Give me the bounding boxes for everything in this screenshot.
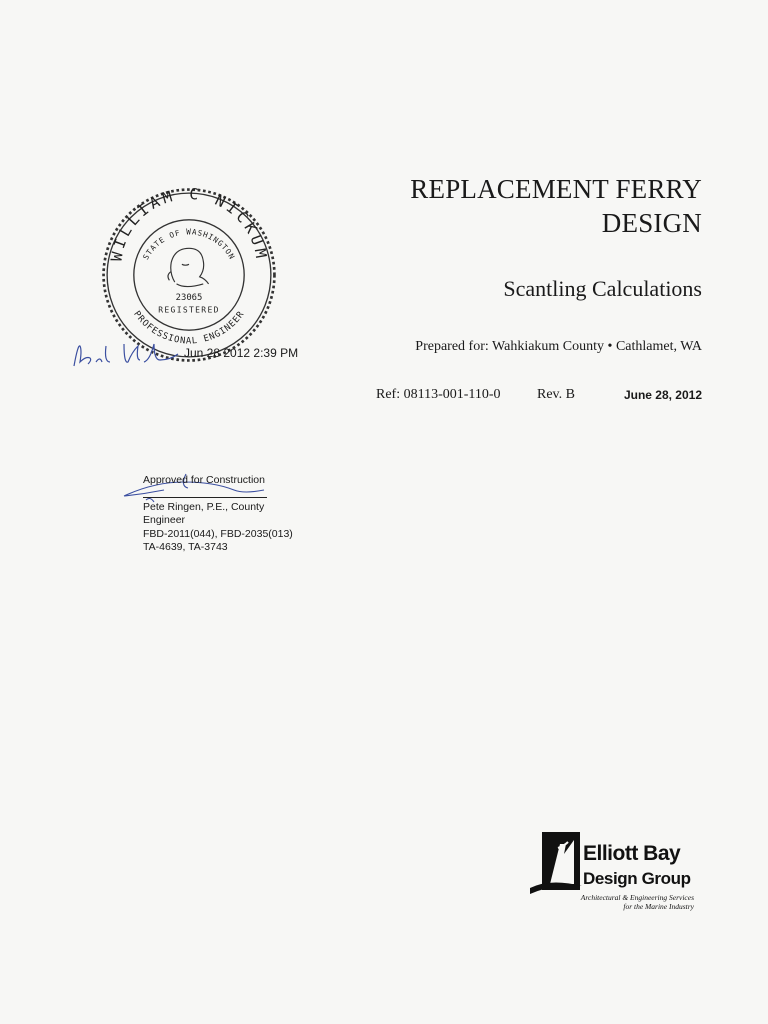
logo-tagline: [540, 893, 694, 911]
svg-text:STATE OF WASHINGTON: STATE OF WASHINGTON: [141, 227, 237, 262]
reference-number: Ref: 08113-001-110-0: [376, 387, 501, 402]
approval-signer: Pete Ringen, P.E., County Engineer: [143, 500, 265, 526]
approval-block: [143, 474, 303, 555]
document-subtitle: Scantling Calculations: [503, 276, 702, 301]
signature-line: [143, 497, 267, 498]
project-numbers-2: TA-4639, TA-3743: [143, 541, 228, 553]
revision: Rev. B: [537, 387, 575, 402]
logo-tagline-1: Architectural & Engineering Services: [580, 893, 694, 902]
document-title: [282, 172, 702, 240]
approval-heading: Approved for Construction: [143, 474, 265, 486]
title-line-1: REPLACEMENT FERRY: [410, 174, 702, 204]
logo-tagline-2: for the Marine Industry: [623, 902, 694, 911]
project-numbers-1: FBD-2011(044), FBD-2035(013): [143, 527, 293, 540]
engineer-signature-icon: [70, 336, 190, 376]
svg-text:PROFESSIONAL ENGINEER: PROFESSIONAL ENGINEER: [131, 309, 247, 347]
document-date: June 28, 2012: [623, 388, 702, 402]
seal-signed-timestamp: Jun 28 2012 2:39 PM: [184, 346, 299, 360]
prepared-for: Prepared for: Wahkiakum County • Cathlamet, WA: [415, 339, 702, 354]
svg-text:23065: 23065: [175, 292, 203, 303]
svg-text:WILLIAM C NICKUM: WILLIAM C NICKUM: [107, 186, 271, 263]
logo-name-line-1: Elliott Bay: [583, 842, 681, 865]
svg-text:REGISTERED: REGISTERED: [158, 305, 220, 315]
title-line-2: DESIGN: [601, 208, 702, 238]
logo-name-line-2: Design Group: [583, 869, 691, 888]
